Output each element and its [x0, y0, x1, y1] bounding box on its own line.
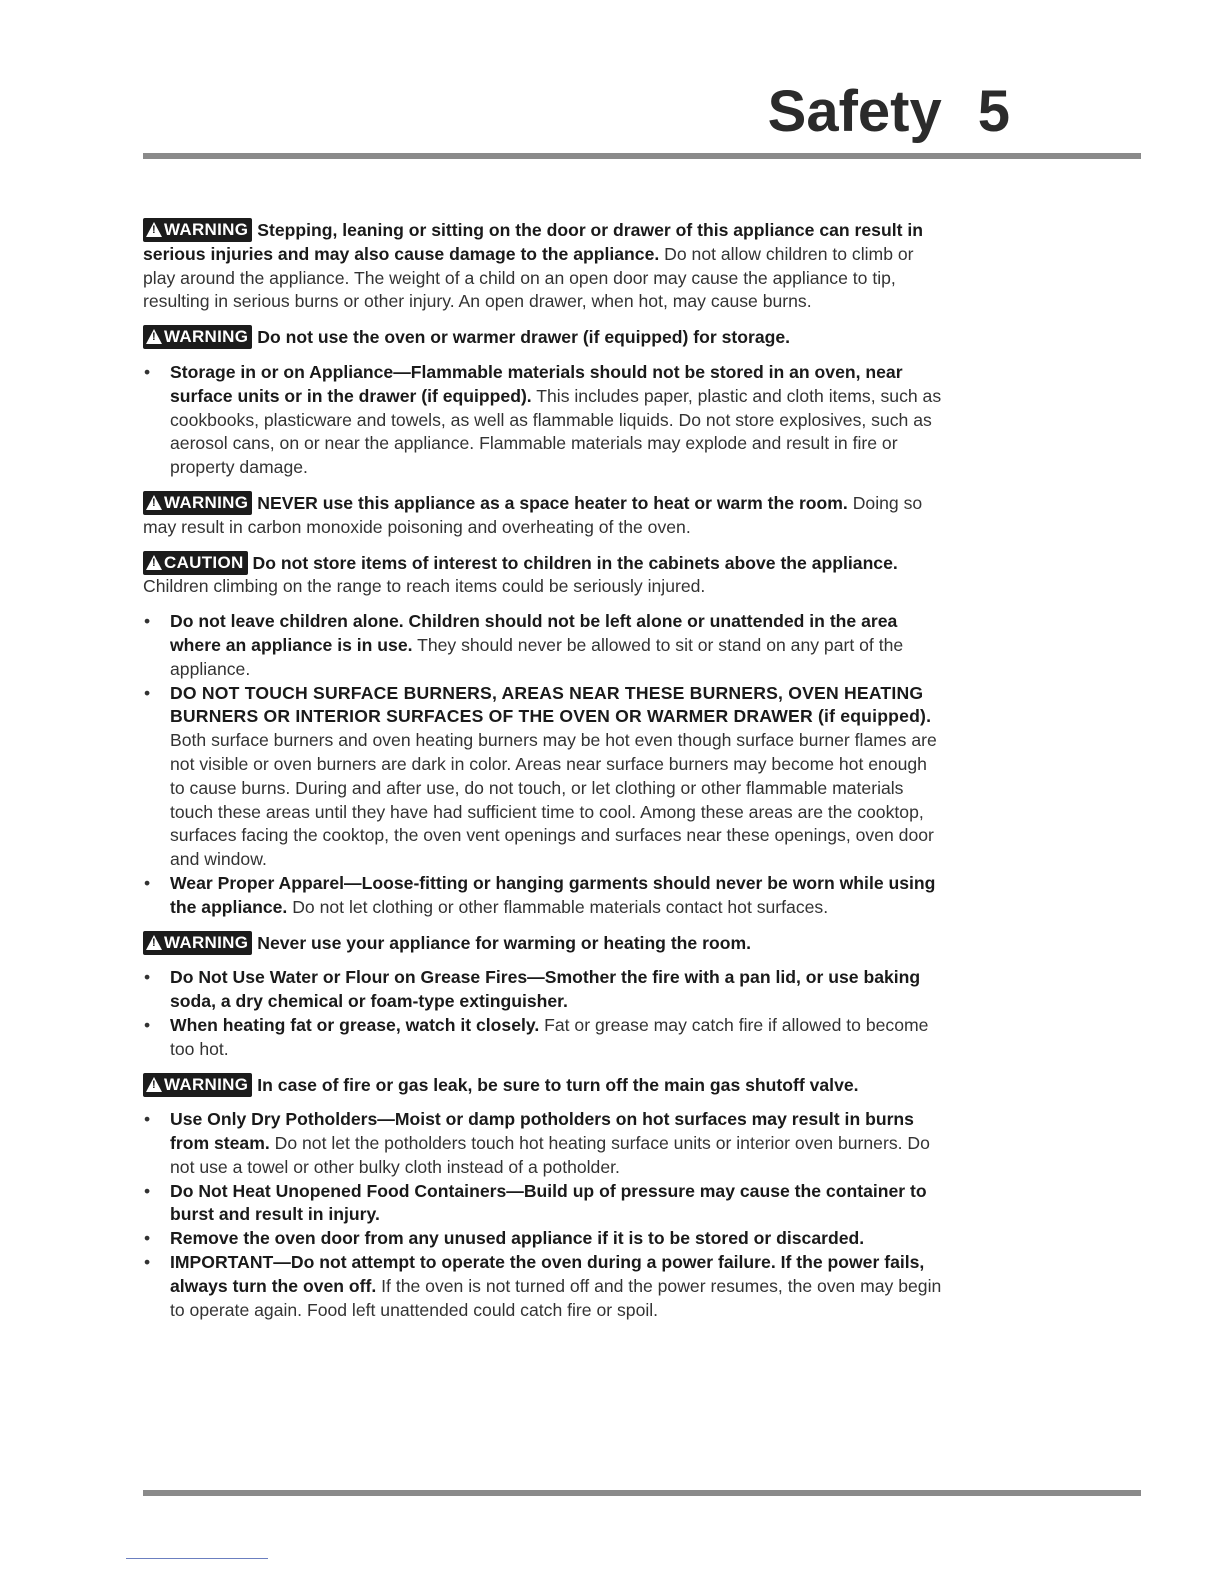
warning-paragraph [143, 491, 943, 540]
caution-badge: !CAUTION [143, 551, 248, 575]
warning-badge: !WARNING [143, 218, 252, 242]
list-item-body: Do not let the potholders touch hot heating surface units or interior oven burners. Do not use a towel or other bulky cloth instead of a potholder. [170, 1133, 930, 1177]
page-number: 5 [977, 79, 1010, 144]
list-item-body: If the oven is not turned off and the power resumes, the oven may begin to operate again. Food left unattended could catch fire or spoil. [170, 1275, 942, 1320]
list-item [143, 682, 943, 872]
list-item-heading: IMPORTANT—Do not attempt to operate the oven during a power failure. If the power fails, always turn the oven off. [170, 1252, 925, 1296]
warning-triangle-icon [146, 222, 162, 237]
list-item [143, 1180, 943, 1228]
warning-badge: !WARNING [143, 1073, 252, 1097]
warning-triangle-icon [146, 935, 162, 950]
warning-paragraph [143, 1073, 943, 1098]
list-item-heading: Do Not Use Water or Flour on Grease Fires—Smother the fire with a pan lid, or use baking soda, a dry chemical or foam-type extinguisher. [170, 967, 921, 1012]
page-title: Safety [767, 79, 942, 144]
page-header [0, 78, 1010, 148]
bullet-list [143, 966, 943, 1061]
warning-heading: Stepping, leaning or sitting on the door or drawer of this appliance can result in serious injuries and may also cause damage to the appliance. [143, 220, 923, 264]
header-divider [143, 153, 1141, 159]
warning-heading: Do not use the oven or warmer drawer (if equipped) for storage. [257, 327, 791, 348]
caution-paragraph [143, 551, 943, 600]
warning-body: Do not allow children to climb or play around the appliance. The weight of a child on an open door may cause the appliance to tip, resulting in serious burns or other injury. An open drawer, when hot, may cause burns. [143, 243, 914, 312]
list-item-body: Do not let clothing or other flammable materials contact hot surfaces. [287, 896, 829, 917]
list-item-heading: Use Only Dry Potholders—Moist or damp potholders on hot surfaces may result in burns from steam. [170, 1109, 914, 1154]
list-item [143, 1108, 943, 1179]
warning-paragraph [143, 931, 943, 956]
warning-paragraph [143, 218, 943, 314]
warning-badge: !WARNING [143, 931, 252, 955]
list-item-body: They should never be allowed to sit or stand on any part of the appliance. [170, 634, 904, 679]
list-item-body: This includes paper, plastic and cloth items, such as cookbooks, plasticware and towels, as well as flammable liquids. Do not store explosives, such as aerosol cans, on or near the appliance. Flammable materials may explode and result in fire or property damage. [170, 385, 942, 478]
list-item-body: Both surface burners and oven heating burners may be hot even though surface burner flames are not visible or oven burners are dark in color. Areas near surface burners may become hot enough to cause burns. During and after use, do not touch, or let clothing or other flammable materials touch these areas until they have had sufficient time to cool. Among these areas are the cooktop, surfaces facing the cooktop, the oven vent openings and surfaces near these openings, oven door and window. [170, 730, 937, 870]
warning-triangle-icon [146, 1077, 162, 1092]
list-item [143, 1251, 943, 1322]
list-item [143, 966, 943, 1014]
list-item-heading: Wear Proper Apparel—Loose-fitting or hanging garments should never be worn while using the appliance. [170, 872, 936, 917]
list-item [143, 610, 943, 681]
list-item-body: Fat or grease may catch fire if allowed to become too hot. [170, 1014, 929, 1059]
list-item-heading: Remove the oven door from any unused appliance if it is to be stored or discarded. [170, 1228, 865, 1249]
caution-body: Children climbing on the range to reach items could be seriously injured. [143, 576, 706, 597]
warning-heading: Never use your appliance for warming or heating the room. [257, 932, 751, 953]
warning-heading: In case of fire or gas leak, be sure to turn off the main gas shutoff valve. [257, 1074, 859, 1095]
warning-badge: !WARNING [143, 491, 252, 515]
warning-heading: NEVER use this appliance as a space heater to heat or warm the room. [257, 492, 848, 513]
list-item-heading: Do not leave children alone. Children should not be left alone or unattended in the area where an appliance is in use. [170, 611, 898, 655]
warning-badge: !WARNING [143, 325, 252, 349]
caution-triangle-icon [146, 555, 162, 570]
bullet-list [143, 1108, 943, 1322]
warning-triangle-icon [146, 329, 162, 344]
list-item-heading: When heating fat or grease, watch it closely. [170, 1014, 540, 1035]
bullet-list [143, 361, 943, 480]
warning-body: Doing so may result in carbon monoxide poisoning and overheating of the oven. [143, 492, 923, 537]
bullet-list [143, 610, 943, 919]
warning-paragraph [143, 325, 943, 350]
footer-divider [143, 1490, 1141, 1496]
list-item [143, 1227, 943, 1251]
footer-link-line [126, 1558, 268, 1559]
list-item [143, 1014, 943, 1062]
caution-heading: Do not store items of interest to children in the cabinets above the appliance. [252, 552, 898, 573]
warning-triangle-icon [146, 495, 162, 510]
list-item-heading: Storage in or on Appliance—Flammable materials should not be stored in an oven, near surface units or in the drawer (if equipped). [170, 361, 903, 406]
list-item [143, 872, 943, 920]
list-item [143, 361, 943, 480]
list-item-heading: DO NOT TOUCH SURFACE BURNERS, AREAS NEAR THESE BURNERS, OVEN HEATING BURNERS OR INTERIOR SURFACES OF THE OVEN OR WARMER DRAWER (if equipped). [170, 682, 932, 727]
safety-content [143, 218, 943, 1333]
list-item-heading: Do Not Heat Unopened Food Containers—Build up of pressure may cause the container to burst and result in injury. [170, 1180, 927, 1225]
